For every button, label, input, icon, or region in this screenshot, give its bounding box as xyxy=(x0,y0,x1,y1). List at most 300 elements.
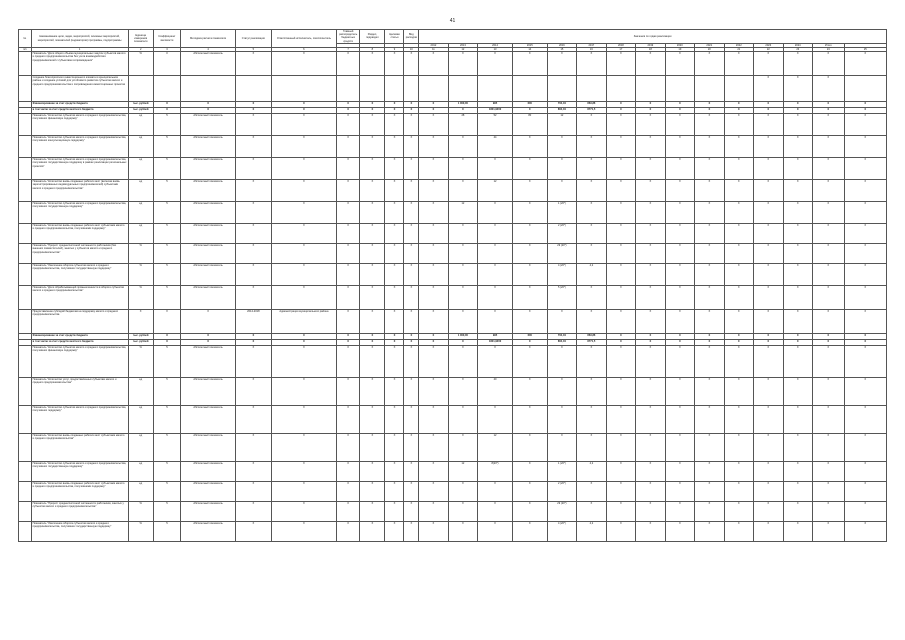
row-value: X xyxy=(695,108,724,114)
row-value: X xyxy=(783,102,812,108)
row-value: X xyxy=(665,406,694,434)
header-no: № xyxy=(19,30,32,48)
row-value: X xyxy=(844,136,886,158)
row-value xyxy=(448,76,477,102)
row-value: X xyxy=(512,378,547,406)
row-value: X xyxy=(404,522,419,542)
row-value: X xyxy=(404,502,419,522)
row-value: X xyxy=(606,264,635,286)
row-value: X xyxy=(478,406,513,434)
row-value: X xyxy=(665,244,694,264)
row-value: X xyxy=(478,310,513,334)
row-value: X xyxy=(448,522,477,542)
row-coef: 5 xyxy=(153,522,180,542)
row-unit: ед xyxy=(128,136,153,158)
row-value: X xyxy=(754,114,783,136)
row-value: X xyxy=(606,346,635,378)
row-value: X xyxy=(512,264,547,286)
row-value: X xyxy=(813,180,845,202)
row-value: X xyxy=(337,482,360,502)
row-value: X xyxy=(271,180,336,202)
row-value: X xyxy=(337,406,360,434)
column-number: 6 xyxy=(271,48,336,52)
row-value: X xyxy=(695,310,724,334)
row-value: 4 (20*) xyxy=(547,264,576,286)
row-value: X xyxy=(636,462,665,482)
column-number: 17 xyxy=(606,48,635,52)
row-unit: ед xyxy=(128,378,153,406)
row-value: X xyxy=(448,136,477,158)
row-value: X xyxy=(235,502,271,522)
row-value: X xyxy=(385,244,404,264)
row-value: X xyxy=(844,434,886,462)
row-method: Абсолютный показатель xyxy=(181,434,236,462)
header-year: 2014 xyxy=(478,43,513,47)
table-row xyxy=(19,114,887,136)
row-value: X xyxy=(577,502,606,522)
row-value: X xyxy=(337,224,360,244)
row-value: X xyxy=(813,286,845,310)
row-value: X xyxy=(577,202,606,224)
row-coef: X xyxy=(153,108,180,114)
header-target: Целевая статья xyxy=(385,30,404,44)
row-value: X xyxy=(783,76,812,102)
row-value: X xyxy=(448,502,477,522)
row-value: X xyxy=(636,406,665,434)
row-value: X xyxy=(577,158,606,180)
row-value: X xyxy=(337,378,360,406)
row-value: X xyxy=(783,52,812,76)
table-row xyxy=(19,136,887,158)
table-row xyxy=(19,434,887,462)
row-name: Показатель "Количество вновь созданных рабочих мест субъектами малого и среднего предпринимательства" xyxy=(31,434,128,462)
row-name: Показатель "Увеличение оборота субъектов малого и среднего предпринимательства, получивших государственную поддержку" xyxy=(31,264,128,286)
row-name: Показатель "Доля общего объема муниципальных закупок субъектов малого и среднего предпринимательства без учета взаимодействия предпринимателей с субъектами сопровождения" xyxy=(31,52,128,76)
row-value: X xyxy=(606,406,635,434)
row-value: X xyxy=(695,378,724,406)
row-value: X xyxy=(337,136,360,158)
row-value: X xyxy=(695,244,724,264)
row-value: X xyxy=(235,334,271,340)
row-value: X xyxy=(271,202,336,224)
row-number xyxy=(19,462,32,482)
row-value: 764,04 xyxy=(547,334,576,340)
table-row xyxy=(19,264,887,286)
row-value: X xyxy=(724,406,753,434)
row-value: X xyxy=(724,340,753,346)
column-number: 23 xyxy=(783,48,812,52)
row-value: X xyxy=(665,136,694,158)
row-value: X xyxy=(271,462,336,482)
row-value: X xyxy=(606,114,635,136)
row-value: 1821,9200 xyxy=(478,108,513,114)
row-value: 12 xyxy=(448,202,477,224)
row-method: Абсолютный показатель xyxy=(181,52,236,76)
table-row xyxy=(19,502,887,522)
row-value xyxy=(512,76,547,102)
row-value: X xyxy=(360,114,385,136)
row-value: X xyxy=(478,482,513,502)
row-value: X xyxy=(404,136,419,158)
row-value: X xyxy=(512,52,547,76)
row-value: X xyxy=(606,286,635,310)
column-number: 20 xyxy=(695,48,724,52)
table-row xyxy=(19,522,887,542)
row-value: X xyxy=(665,462,694,482)
row-value: X xyxy=(385,180,404,202)
row-value: X xyxy=(235,244,271,264)
row-value: X xyxy=(419,286,448,310)
row-value: X xyxy=(448,346,477,378)
table-row xyxy=(19,224,887,244)
row-unit: тыс. рублей xyxy=(128,102,153,108)
row-value: X xyxy=(419,462,448,482)
row-number xyxy=(19,406,32,434)
row-value: X xyxy=(547,378,576,406)
row-value: X xyxy=(235,52,271,76)
row-value: X xyxy=(783,158,812,180)
row-method: Абсолютный показатель xyxy=(181,244,236,264)
row-unit: % xyxy=(128,286,153,310)
row-value: X xyxy=(360,136,385,158)
row-name: Показатель "Доля обрабатывающей промышленности в обороте субъектов малого и среднего предпринимательства" xyxy=(31,286,128,310)
row-value: X xyxy=(419,202,448,224)
row-value: X xyxy=(844,244,886,264)
row-value: 12 xyxy=(478,434,513,462)
row-value: X xyxy=(636,286,665,310)
header-name: Наименование цели, задач, мероприятий, основных мероприятий, мероприятий, показателей (индикаторов) программы, подпрограммы xyxy=(31,30,128,48)
column-number: 14 xyxy=(512,48,547,52)
row-value: X xyxy=(695,136,724,158)
row-value: X xyxy=(606,158,635,180)
row-value: X xyxy=(783,482,812,502)
row-number xyxy=(19,52,32,76)
row-value: X xyxy=(512,434,547,462)
row-value: 12 xyxy=(547,114,576,136)
row-value: X xyxy=(754,108,783,114)
row-number xyxy=(19,180,32,202)
row-value: X xyxy=(813,158,845,180)
row-unit: % xyxy=(128,502,153,522)
row-value: X xyxy=(419,502,448,522)
row-value: X xyxy=(695,264,724,286)
row-value xyxy=(636,76,665,102)
row-value: X xyxy=(844,52,886,76)
header-year: 2023 xyxy=(754,43,783,47)
row-value: X xyxy=(271,522,336,542)
row-value: X xyxy=(235,114,271,136)
row-value: X xyxy=(813,224,845,244)
row-value: X xyxy=(813,244,845,264)
row-value: X xyxy=(271,502,336,522)
column-number: 25 xyxy=(844,48,886,52)
row-value: X xyxy=(337,462,360,482)
row-value: X xyxy=(783,334,812,340)
row-value: X xyxy=(385,434,404,462)
row-value: X xyxy=(783,180,812,202)
row-value: X xyxy=(337,158,360,180)
table-row xyxy=(19,180,887,202)
row-name: в том числе за счет средств местного бюджета xyxy=(31,340,128,346)
row-value: 995 xyxy=(478,102,513,108)
row-coef: X xyxy=(153,102,180,108)
row-value: X xyxy=(235,180,271,202)
row-value: X xyxy=(577,346,606,378)
column-number: 18 xyxy=(636,48,665,52)
row-value: X xyxy=(695,462,724,482)
row-value: X xyxy=(448,264,477,286)
row-value: X xyxy=(337,434,360,462)
row-value: X xyxy=(271,158,336,180)
row-value xyxy=(547,76,576,102)
row-value: X xyxy=(235,346,271,378)
row-value: 863,86 xyxy=(577,334,606,340)
row-value: X xyxy=(547,136,576,158)
row-value: X xyxy=(360,502,385,522)
row-value: 1 000,00 xyxy=(448,102,477,108)
row-value: X xyxy=(271,264,336,286)
row-value: X xyxy=(404,378,419,406)
row-unit: ед xyxy=(128,114,153,136)
row-coef: 5 xyxy=(153,482,180,502)
row-value: X xyxy=(636,244,665,264)
row-value: X xyxy=(636,522,665,542)
row-value: X xyxy=(419,346,448,378)
row-method: X xyxy=(181,310,236,334)
row-value: X xyxy=(636,482,665,502)
row-value: X xyxy=(448,180,477,202)
row-value xyxy=(235,76,271,102)
row-value: X xyxy=(235,136,271,158)
row-name: Показатель "Прирост среднесписочной численности работников (без внешних совместителей), занятых у субъектов малого и среднего предпринимательства" xyxy=(31,244,128,264)
row-value: X xyxy=(724,264,753,286)
row-value: X xyxy=(547,158,576,180)
row-value: X xyxy=(724,310,753,334)
row-name: Показатель "Увеличение оборота субъектов малого и среднего предпринимательства, получивших государственную поддержку" xyxy=(31,522,128,542)
row-value xyxy=(404,76,419,102)
row-value: X xyxy=(512,180,547,202)
row-value: X xyxy=(577,244,606,264)
row-value: X xyxy=(636,340,665,346)
row-value: 2 (20*) xyxy=(547,482,576,502)
row-unit: % xyxy=(128,522,153,542)
row-value: X xyxy=(512,482,547,502)
row-value: X xyxy=(636,346,665,378)
row-value: X xyxy=(724,202,753,224)
row-value: X xyxy=(385,102,404,108)
row-number xyxy=(19,244,32,264)
row-value: X xyxy=(512,502,547,522)
row-value: X xyxy=(419,264,448,286)
row-unit: тыс. рублей xyxy=(128,108,153,114)
row-value: 12 xyxy=(448,462,477,482)
row-value: X xyxy=(547,434,576,462)
header-year: 2018 xyxy=(606,43,635,47)
column-number: 24 xyxy=(813,48,845,52)
row-value: X xyxy=(754,482,783,502)
row-value: X xyxy=(724,502,753,522)
row-value: X xyxy=(271,378,336,406)
column-number: 9 xyxy=(385,48,404,52)
row-unit: % xyxy=(128,52,153,76)
row-value: X xyxy=(724,136,753,158)
header-responsible: Ответственный исполнитель, соисполнитель xyxy=(271,30,336,48)
row-value: X xyxy=(448,482,477,502)
header-year: 2012 xyxy=(419,43,448,47)
row-value: Администрация муниципального района xyxy=(271,310,336,334)
row-value: X xyxy=(665,202,694,224)
row-value: X xyxy=(235,378,271,406)
row-unit: X xyxy=(128,310,153,334)
row-value: X xyxy=(636,136,665,158)
row-value: 864,04 xyxy=(547,340,576,346)
row-value: X xyxy=(385,502,404,522)
row-value: X xyxy=(271,340,336,346)
row-value: X xyxy=(724,52,753,76)
header-year: 2015 xyxy=(512,43,547,47)
row-value: X xyxy=(271,114,336,136)
row-value: X xyxy=(636,310,665,334)
row-value: X xyxy=(478,202,513,224)
column-number: 13 xyxy=(478,48,513,52)
row-value: X xyxy=(813,264,845,286)
row-value: X xyxy=(235,286,271,310)
row-value: X xyxy=(606,180,635,202)
row-value: X xyxy=(724,346,753,378)
row-value: X xyxy=(547,346,576,378)
column-number: 2 xyxy=(128,48,153,52)
row-value: 864,04 xyxy=(547,108,576,114)
row-value: X xyxy=(636,114,665,136)
row-value: X xyxy=(783,462,812,482)
row-value: 44 xyxy=(478,136,513,158)
row-value: X xyxy=(724,224,753,244)
row-method xyxy=(181,76,236,102)
row-number xyxy=(19,136,32,158)
row-value: X xyxy=(385,136,404,158)
column-number: 4 xyxy=(181,48,236,52)
row-value: X xyxy=(783,286,812,310)
table-row xyxy=(19,244,887,264)
row-value: X xyxy=(235,340,271,346)
row-value: X xyxy=(665,334,694,340)
row-value: X xyxy=(448,224,477,244)
row-value: X xyxy=(754,502,783,522)
row-value: X xyxy=(419,244,448,264)
row-value: X xyxy=(337,334,360,340)
row-value: X xyxy=(636,334,665,340)
row-value: X xyxy=(419,334,448,340)
row-value: X xyxy=(404,346,419,378)
row-value: X xyxy=(577,310,606,334)
table-row xyxy=(19,378,887,406)
row-value: 80 xyxy=(512,114,547,136)
row-value: X xyxy=(577,378,606,406)
row-value: 40 xyxy=(478,378,513,406)
row-value: X xyxy=(844,310,886,334)
table-row xyxy=(19,462,887,482)
row-value: X xyxy=(606,522,635,542)
table-row xyxy=(19,52,887,76)
row-value: X xyxy=(271,434,336,462)
row-value: X xyxy=(404,462,419,482)
row-name: Финансирование за счет средств бюджета xyxy=(31,334,128,340)
row-value xyxy=(665,76,694,102)
row-method: Абсолютный показатель xyxy=(181,224,236,244)
table-body xyxy=(19,52,887,542)
row-value: X xyxy=(844,462,886,482)
row-value: X xyxy=(235,462,271,482)
row-value: X xyxy=(665,114,694,136)
row-value: 600 xyxy=(512,102,547,108)
row-value: X xyxy=(754,102,783,108)
row-value: X xyxy=(448,434,477,462)
row-unit: ед xyxy=(128,202,153,224)
row-value xyxy=(337,76,360,102)
row-value: X xyxy=(512,158,547,180)
row-value: X xyxy=(636,434,665,462)
row-value: X xyxy=(695,502,724,522)
row-value: X xyxy=(271,406,336,434)
row-value: X xyxy=(385,286,404,310)
row-value: X xyxy=(271,286,336,310)
row-value xyxy=(271,76,336,102)
header-status: Статус реализации xyxy=(235,30,271,48)
header-section: Раздел, подраздел xyxy=(360,30,385,44)
row-number xyxy=(19,502,32,522)
row-value: X xyxy=(404,406,419,434)
row-value: 995 xyxy=(478,334,513,340)
row-value: X xyxy=(606,378,635,406)
row-method: Абсолютный показатель xyxy=(181,502,236,522)
row-value xyxy=(695,76,724,102)
row-name: Показатель "Количество вновь созданных рабочих мест субъектами малого и среднего предпринимательства, получившими поддержку" xyxy=(31,224,128,244)
row-value: X xyxy=(665,102,694,108)
row-value: 52 xyxy=(478,114,513,136)
row-value: X xyxy=(385,334,404,340)
row-value: X xyxy=(606,244,635,264)
row-value: X xyxy=(724,482,753,502)
row-value xyxy=(360,76,385,102)
row-value: X xyxy=(404,264,419,286)
row-value: 1 000,00 xyxy=(448,334,477,340)
row-value: X xyxy=(337,286,360,310)
row-value: X xyxy=(783,264,812,286)
row-value: X xyxy=(448,310,477,334)
row-value: X xyxy=(337,522,360,542)
row-value: X xyxy=(754,462,783,482)
row-value: X xyxy=(271,346,336,378)
row-method: Абсолютный показатель xyxy=(181,286,236,310)
row-value: 5 (20*) xyxy=(547,286,576,310)
header-year: 2016 xyxy=(547,43,576,47)
row-name: Создание благоприятного инвестиционного климата в муниципальном районе и создание условий для устойчивого развития субъектов малого и среднего предпринимательства и сопровождения инвестиционных проектов xyxy=(31,76,128,102)
row-unit: ед xyxy=(128,406,153,434)
row-value: X xyxy=(724,434,753,462)
row-value: X xyxy=(783,406,812,434)
row-value: X xyxy=(385,264,404,286)
row-value: X xyxy=(360,180,385,202)
row-value: X xyxy=(512,108,547,114)
row-value: X xyxy=(360,482,385,502)
row-value: X xyxy=(512,136,547,158)
row-value: X xyxy=(271,482,336,502)
row-value: X xyxy=(360,102,385,108)
row-value: X xyxy=(665,378,694,406)
row-value: X xyxy=(606,482,635,502)
row-value: X xyxy=(695,158,724,180)
row-value: X xyxy=(844,180,886,202)
